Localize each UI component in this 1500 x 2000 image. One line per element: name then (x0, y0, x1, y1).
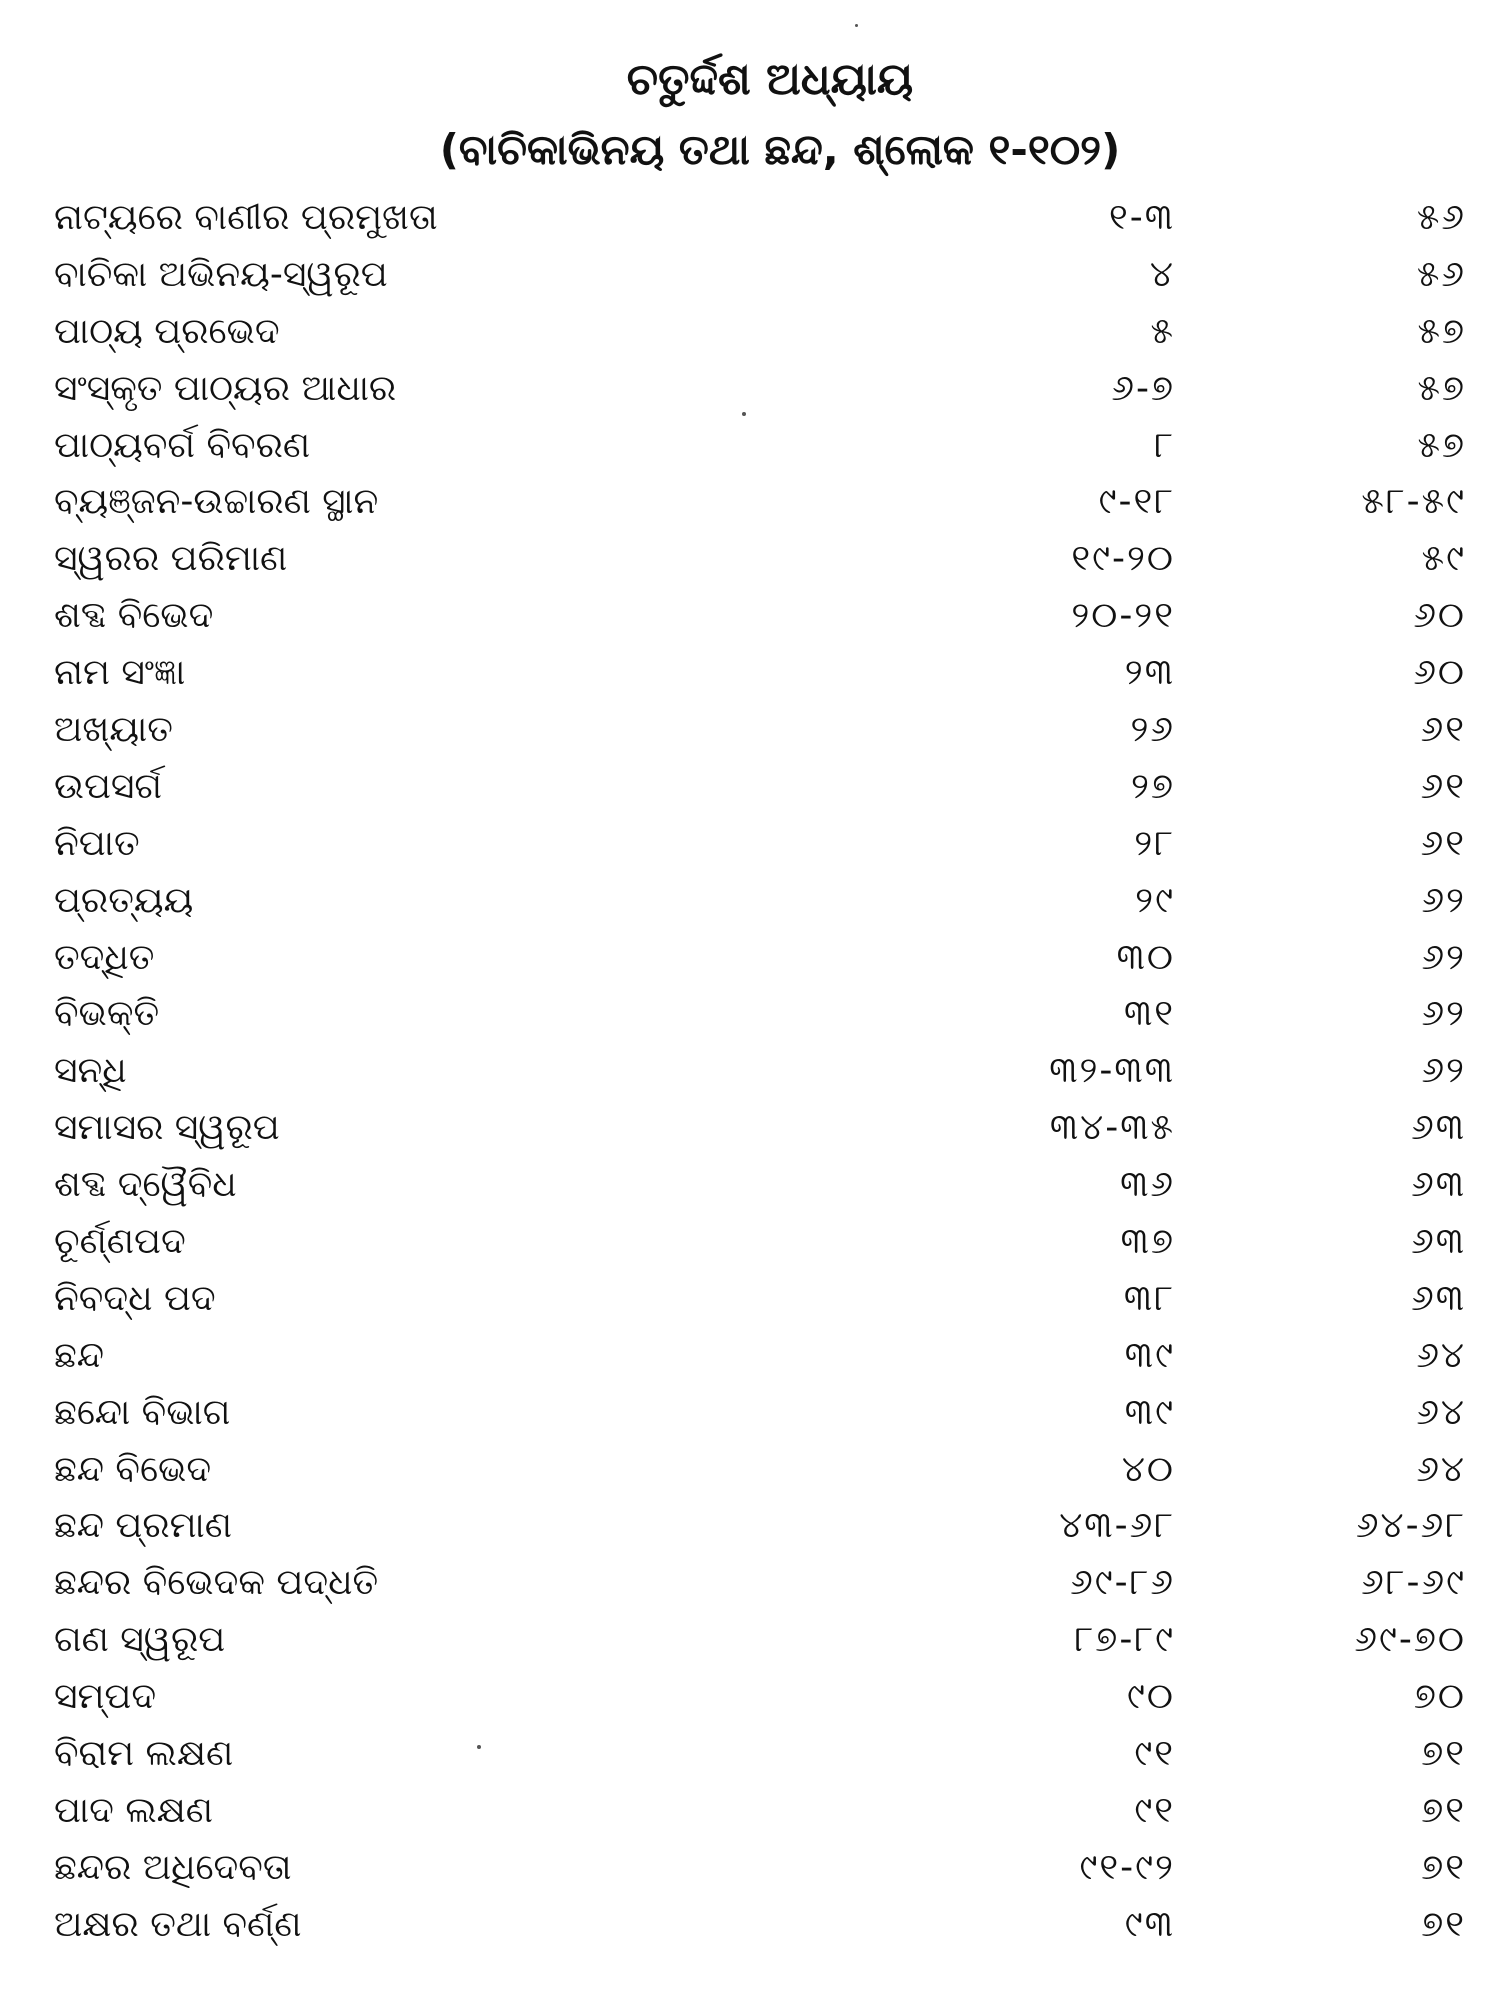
topic-label: ଛନ୍ଦ ବିଭେଦ (54, 1448, 212, 1490)
page-number: ୫୭ (1417, 310, 1466, 352)
contents-row (40, 986, 1480, 1043)
shloka-number: ୨୭ (1131, 765, 1175, 807)
topic-label: ପ୍ରତ୍ୟୟ (54, 879, 194, 921)
shloka-number: ୧୯-୨୦ (1071, 538, 1175, 580)
topic-label: ଛନ୍ଦୋ ବିଭାଗ (54, 1391, 231, 1433)
shloka-number: ୬-୭ (1111, 367, 1175, 409)
topic-label: ପାଠ୍ୟବର୍ଗ ବିବରଣ (54, 424, 311, 466)
page-number: ୭୧ (1421, 1846, 1466, 1888)
page-number: ୬୪ (1416, 1391, 1466, 1433)
contents-row (40, 816, 1480, 873)
contents-row (40, 1897, 1480, 1954)
topic-label: ବିରାମ ଲକ୍ଷଣ (54, 1733, 234, 1775)
topic-label: ଅଖ୍ୟାତ (54, 709, 173, 751)
contents-row (40, 1669, 1480, 1726)
contents-row (40, 1328, 1480, 1385)
contents-row (40, 1271, 1480, 1328)
shloka-number: ୨୩ (1124, 652, 1175, 694)
page-number: ୬୩ (1411, 1277, 1466, 1319)
contents-row (40, 1100, 1480, 1157)
contents-row (40, 873, 1480, 930)
shloka-number: ୪୦ (1121, 1448, 1175, 1490)
shloka-number: ୪୩-୬୮ (1059, 1505, 1175, 1547)
shloka-number: ୨୬ (1130, 709, 1175, 751)
topic-label: ସମାସର ସ୍ୱରୂପ (54, 1107, 280, 1149)
shloka-number: ୩୪-୩୫ (1049, 1107, 1175, 1149)
shloka-number: ୯୩ (1124, 1903, 1175, 1945)
contents-row (40, 304, 1480, 361)
topic-label: ସନ୍ଧି (54, 1050, 127, 1092)
topic-label: ଛନ୍ଦର ଅଧିଦେବତା (54, 1846, 292, 1888)
page-number: ୬୦ (1413, 652, 1466, 694)
contents-row (40, 247, 1480, 304)
page-number: ୬୮-୬୯ (1361, 1562, 1466, 1604)
contents-row (40, 1442, 1480, 1499)
contents-row (40, 474, 1480, 531)
print-speck (742, 412, 746, 416)
topic-label: ନିପାତ (54, 822, 140, 864)
page-number: ୬୧ (1420, 765, 1466, 807)
page-number: ୫୯ (1421, 538, 1466, 580)
page-number: ୬୩ (1411, 1221, 1466, 1263)
shloka-number: ୯୧ (1134, 1733, 1175, 1775)
contents-row (40, 1555, 1480, 1612)
topic-label: ନାଟ୍ୟରେ ବାଣୀର ପ୍ରମୁଖତା (54, 197, 438, 238)
page-number: ୫୬ (1416, 253, 1466, 295)
contents-row (40, 1840, 1480, 1897)
page-number: ୬୦ (1413, 595, 1466, 637)
contents-row (40, 1612, 1480, 1669)
contents-row (40, 1214, 1480, 1271)
page-number: ୫୮-୫୯ (1361, 481, 1466, 523)
topic-label: ସ୍ୱରର ପରିମାଣ (54, 538, 288, 580)
chapter-header (0, 48, 1500, 182)
contents-row (40, 1783, 1480, 1840)
contents-row (40, 1043, 1480, 1100)
page-number: ୬୩ (1411, 1164, 1466, 1206)
page-number: ୬୯-୭୦ (1354, 1619, 1466, 1661)
shloka-number: ୩୭ (1120, 1221, 1175, 1263)
shloka-number: ୬୯-୮୬ (1070, 1562, 1175, 1604)
contents-row (40, 588, 1480, 645)
shloka-number: ୩୨-୩୩ (1049, 1050, 1175, 1092)
topic-label: ସମ୍ପଦ (54, 1676, 157, 1718)
page-number: ୬୪ (1416, 1334, 1466, 1376)
chapter-title: ଚତୁର୍ଦ୍ଦଶ ଅଧ୍ୟାୟ (626, 54, 914, 105)
topic-label: ସଂସ୍କୃତ ପାଠ୍ୟର ଆଧାର (54, 367, 397, 409)
shloka-number: ୯୦ (1127, 1676, 1175, 1718)
topic-label: ନିବଦ୍ଧ ପଦ (54, 1277, 216, 1319)
shloka-number: ୧-୩ (1108, 197, 1175, 238)
topic-label: ଗଣ ସ୍ୱରୂପ (54, 1619, 226, 1661)
contents-row (40, 1498, 1480, 1555)
topic-label: ବାଚିକା ଅଭିନୟ-ସ୍ୱରୂପ (54, 253, 388, 295)
shloka-number: ୩୯ (1124, 1391, 1175, 1433)
contents-row (40, 702, 1480, 759)
page-number: ୫୭ (1417, 367, 1466, 409)
shloka-number: ୩୦ (1116, 936, 1175, 978)
topic-label: ଶବ୍ଦ ଦ୍ୱୈବିଧ (54, 1164, 237, 1206)
print-speck (855, 24, 858, 27)
page-number: ୬୨ (1421, 1050, 1466, 1092)
shloka-number: ୮୭-୮୯ (1074, 1619, 1175, 1661)
page-number: ୬୪-୬୮ (1355, 1505, 1466, 1547)
page-number: ୭୧ (1421, 1903, 1466, 1945)
page-number: ୬୨ (1421, 936, 1466, 978)
page-number: ୬୪ (1416, 1448, 1466, 1490)
shloka-number: ୩୮ (1123, 1277, 1175, 1319)
topic-label: ତଦ୍ଧିତ (54, 936, 155, 978)
contents-row (40, 1157, 1480, 1214)
page-number: ୭୧ (1421, 1789, 1466, 1831)
page-number: ୭୧ (1421, 1733, 1466, 1775)
contents-row (40, 418, 1480, 475)
shloka-number: ୨୮ (1134, 822, 1175, 864)
contents-row (40, 361, 1480, 418)
shloka-number: ୯-୧୮ (1098, 481, 1175, 523)
shloka-number: ୯୧ (1134, 1789, 1175, 1831)
contents-row (40, 930, 1480, 987)
shloka-number: ୩୯ (1124, 1334, 1175, 1376)
topic-label: ପାଦ ଲକ୍ଷଣ (54, 1789, 213, 1831)
page-number: ୬୧ (1420, 822, 1466, 864)
page-number: ୫୭ (1417, 424, 1466, 466)
topic-label: ବିଭକ୍ତି (54, 993, 160, 1035)
print-speck (477, 1745, 481, 1749)
page-number: ୬୨ (1421, 993, 1466, 1035)
contents-row (40, 645, 1480, 702)
page-number: ୬୧ (1420, 709, 1466, 751)
contents-row (40, 1385, 1480, 1442)
topic-label: ଛନ୍ଦ ପ୍ରମାଣ (54, 1505, 232, 1547)
topic-label: ପାଠ୍ୟ ପ୍ରଭେଦ (54, 310, 280, 352)
topic-label: ନାମ ସଂଜ୍ଞା (54, 652, 186, 694)
shloka-number: ୯୧-୯୨ (1079, 1846, 1175, 1888)
shloka-number: ୪ (1149, 253, 1175, 295)
shloka-number: ୫ (1150, 310, 1175, 352)
topic-label: ଛନ୍ଦର ବିଭେଦକ ପଦ୍ଧତି (54, 1562, 379, 1604)
topic-label: ଚୂର୍ଣ୍ଣପଦ (54, 1221, 186, 1263)
shloka-number: ୨୦-୨୧ (1071, 595, 1175, 637)
page-number: ୬୩ (1411, 1107, 1466, 1149)
page-number: ୬୨ (1421, 879, 1466, 921)
topic-label: ଛନ୍ଦ (54, 1334, 104, 1376)
contents-row (40, 531, 1480, 588)
topic-label: ଉପସର୍ଗ (54, 765, 163, 807)
shloka-number: ୩୬ (1120, 1164, 1175, 1206)
contents-row (40, 1726, 1480, 1783)
topic-label: ବ୍ୟଞ୍ଜନ-ଉଚ୍ଚାରଣ ସ୍ଥାନ (54, 481, 379, 523)
topic-label: ଶବ୍ଦ ବିଭେଦ (54, 595, 214, 637)
shloka-number: ୮ (1154, 424, 1175, 466)
topic-label: ଅକ୍ଷର ତଥା ବର୍ଣ୍ଣ (54, 1903, 302, 1945)
contents-row (40, 190, 1480, 247)
page-number: ୭୦ (1413, 1676, 1466, 1718)
contents-list (40, 190, 1480, 1954)
shloka-number: ୨୯ (1135, 879, 1175, 921)
page-number: ୫୬ (1416, 197, 1466, 238)
contents-row (40, 759, 1480, 816)
shloka-number: ୩୧ (1123, 993, 1175, 1035)
chapter-subtitle: (ବାଚିକାଭିନୟ ତଥା ଛନ୍ଦ, ଶ୍ଲୋକ ୧-୧୦୨) (439, 125, 1121, 174)
